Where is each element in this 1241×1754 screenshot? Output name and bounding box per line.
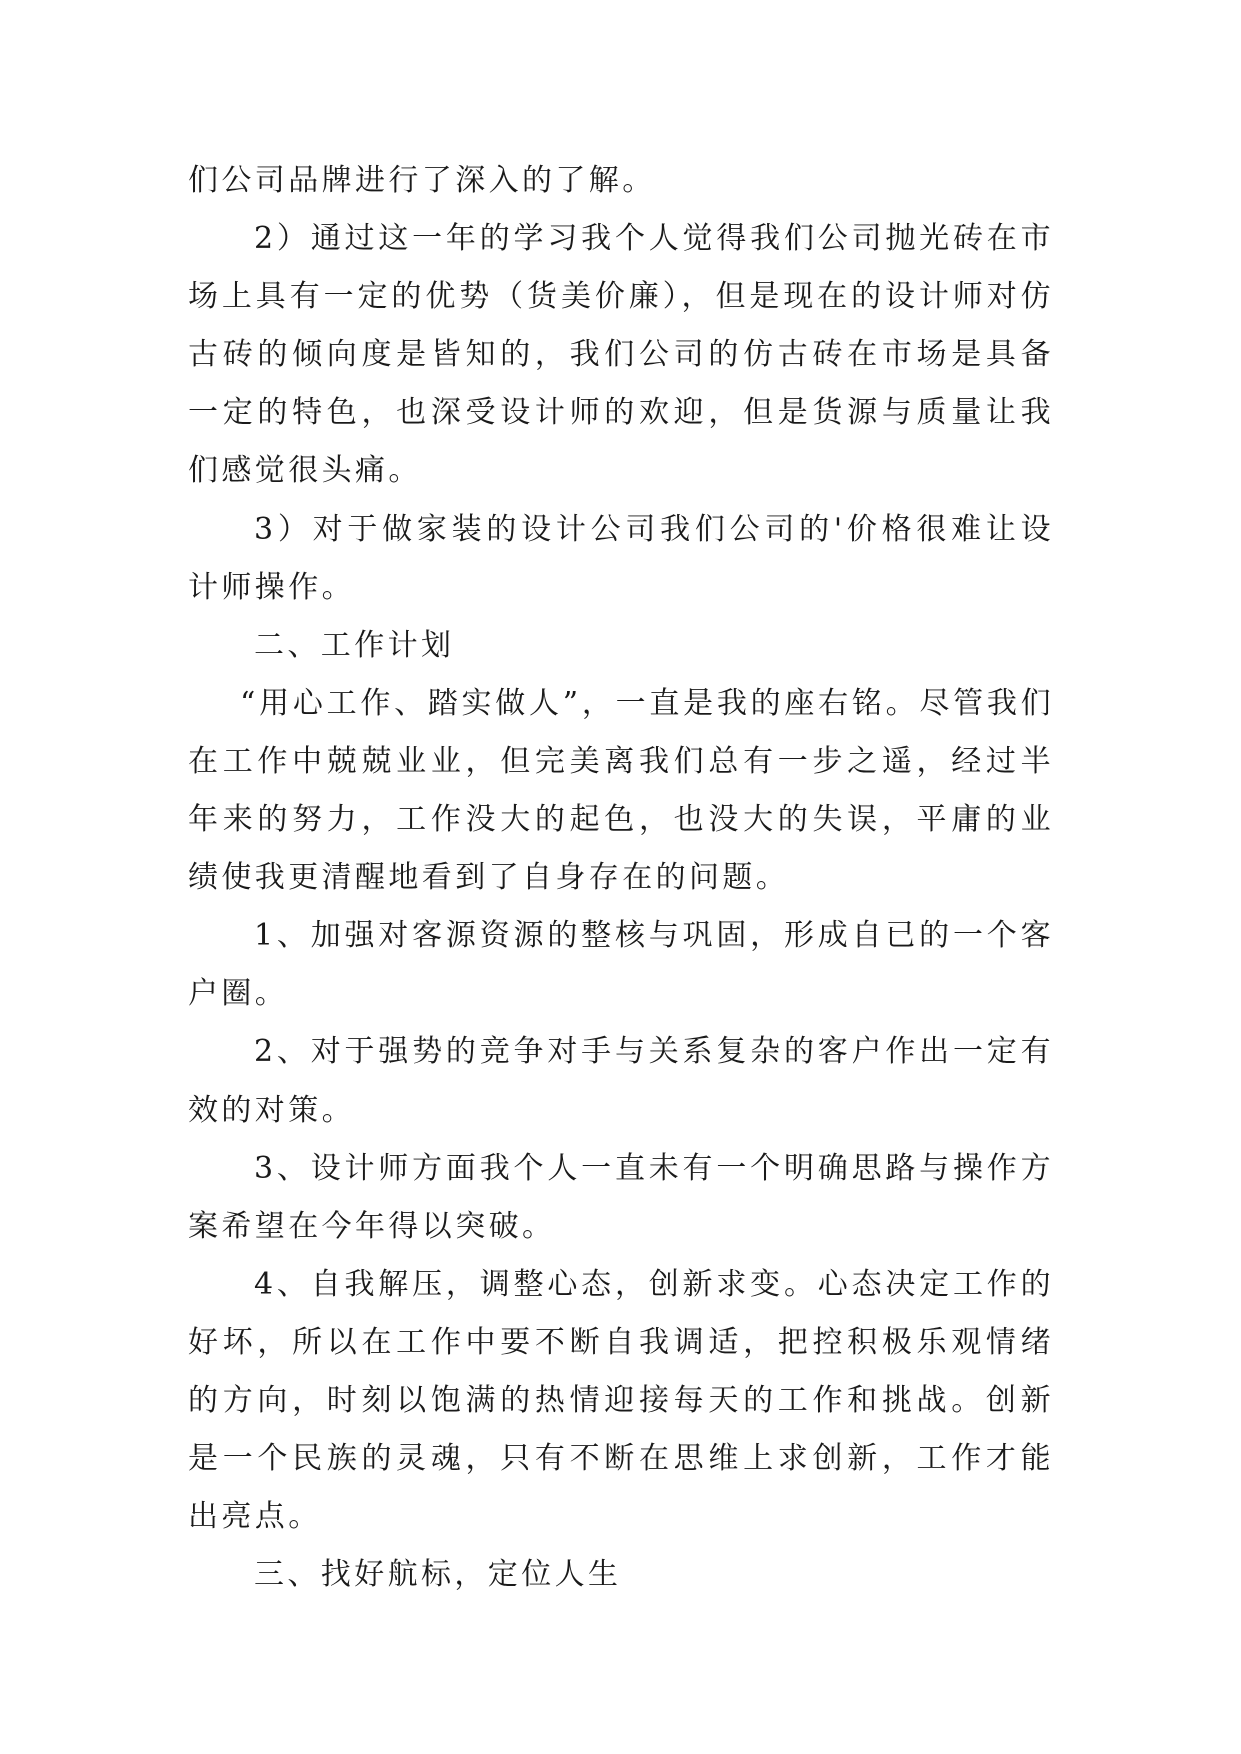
document-body bbox=[188, 152, 1054, 1604]
paragraph-continuation: 们公司品牌进行了深入的了解。 bbox=[188, 163, 656, 198]
section-heading-navigation: 三、找好航标，定位人生 bbox=[254, 1557, 622, 1593]
plan-item-2: 2、对于强势的竞争对手与关系复杂的客户作出一定有效的对策。 bbox=[188, 1034, 1054, 1128]
paragraph-item-3-pricing: 3）对于做家装的设计公司我们公司的'价格很难让设计师操作。 bbox=[188, 511, 1054, 605]
plan-item-3: 3、设计师方面我个人一直未有一个明确思路与操作方案希望在今年得以突破。 bbox=[188, 1150, 1054, 1244]
plan-item-4: 4、自我解压，调整心态，创新求变。心态决定工作的好坏，所以在工作中要不断自我调适，把控积极乐观情绪的方向，时刻以饱满的热情迎接每天的工作和挑战。创新是一个民族的灵魂，只有不断在思维上求创新，工作才能出亮点。 bbox=[188, 1266, 1054, 1535]
paragraph-item-2-polished-tiles: 2）通过这一年的学习我个人觉得我们公司抛光砖在市场上具有一定的优势（货美价廉），但是现在的设计师对仿古砖的倾向度是皆知的，我们公司的仿古砖在市场是具备一定的特色，也深受设计师的欢迎，但是货源与质量让我们感觉很头痛。 bbox=[188, 221, 1054, 489]
section-heading-work-plan: 二、工作计划 bbox=[254, 627, 455, 663]
paragraph-motto: “用心工作、踏实做人”，一直是我的座右铭。尽管我们在工作中兢兢业业，但完美离我们总有一步之遥，经过半年来的努力，工作没大的起色，也没大的失误，平庸的业绩使我更清醒地看到了自身存在的问题。 bbox=[188, 685, 1054, 896]
plan-item-1: 1、加强对客源资源的整核与巩固，形成自已的一个客户圈。 bbox=[188, 918, 1054, 1012]
